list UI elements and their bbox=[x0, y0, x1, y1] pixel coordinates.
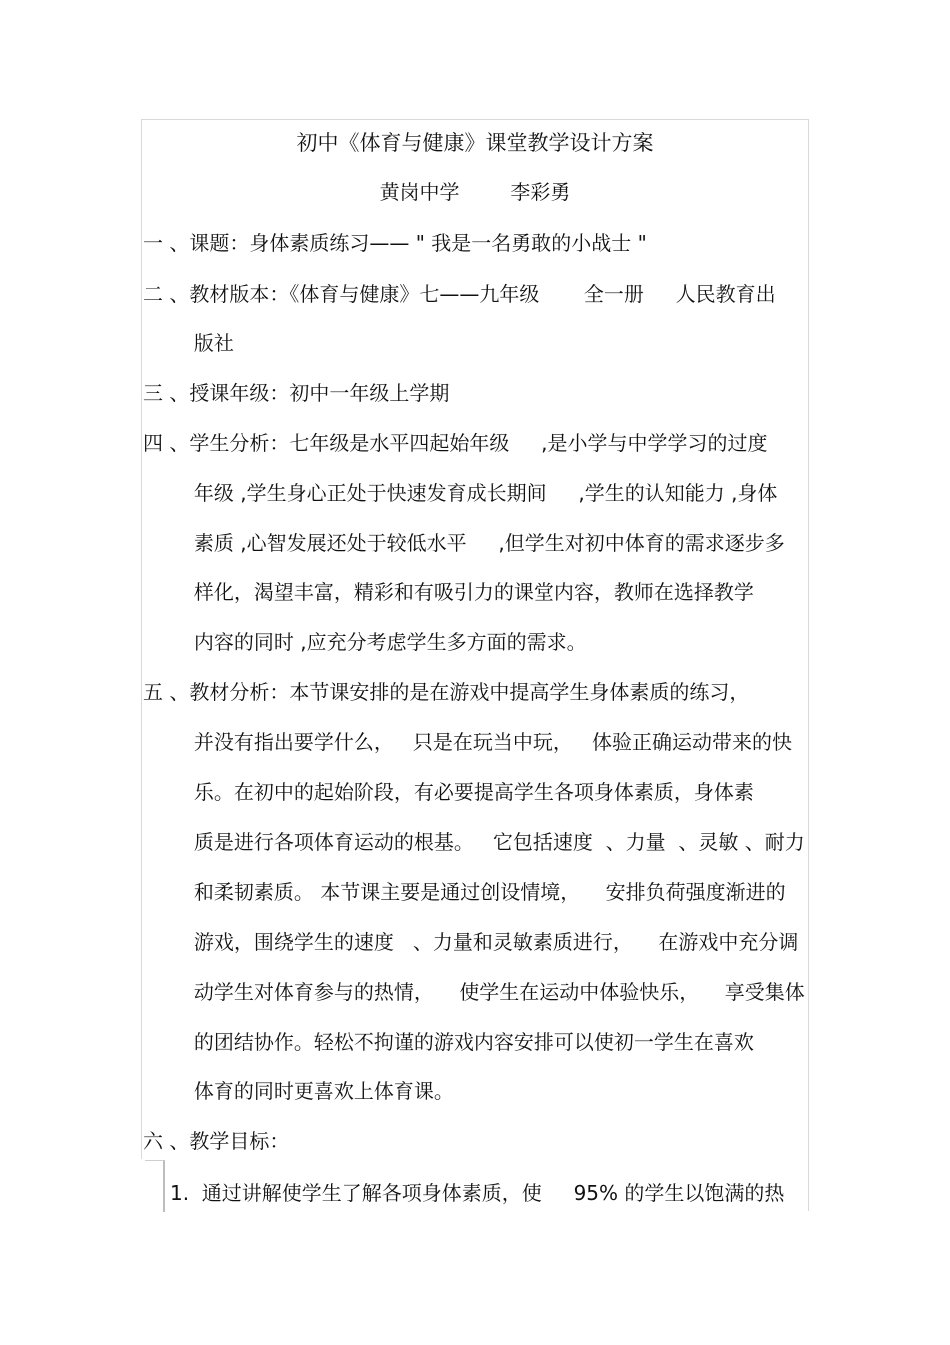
section-topic: 一 、课题：身体素质练习—— " 我是一名勇敢的小战士 " bbox=[143, 231, 647, 255]
student-analysis-line: 年级 ,学生身心正处于快速发育成长期间 ,学生的认知能力 ,身体 bbox=[143, 481, 778, 505]
section-student-analysis: 四 、学生分析：七年级是水平四起始年级 ,是小学与中学学习的过度 bbox=[143, 431, 768, 455]
section-grade: 三 、授课年级：初中一年级上学期 bbox=[143, 381, 450, 405]
material-analysis-line: 的团结协作。轻松不拘谨的游戏内容安排可以使初一学生在喜欢 bbox=[143, 1030, 754, 1054]
table-border-right bbox=[808, 119, 809, 1211]
table-border-top bbox=[141, 119, 809, 120]
material-analysis-line: 质是进行各项体育运动的根基。 它包括速度 、力量 、灵敏 、耐力 bbox=[143, 830, 805, 854]
material-analysis-line: 并没有指出要学什么， 只是在玩当中玩， 体验正确运动带来的快 bbox=[143, 730, 793, 754]
section-objectives: 六 、教学目标： bbox=[143, 1129, 290, 1153]
student-analysis-line: 样化，渴望丰富，精彩和有吸引力的课堂内容，教师在选择教学 bbox=[143, 580, 754, 604]
table-border-left bbox=[141, 119, 142, 1159]
section-material-analysis: 五 、教材分析：本节课安排的是在游戏中提高学生身体素质的练习， bbox=[143, 680, 750, 704]
material-analysis-line: 动学生对体育参与的热情， 使学生在运动中体验快乐， 享受集体 bbox=[143, 980, 805, 1004]
material-analysis-line: 体育的同时更喜欢上体育课。 bbox=[143, 1079, 454, 1103]
nested-table-corner bbox=[145, 1160, 165, 1212]
student-analysis-line: 内容的同时 ,应充分考虑学生多方面的需求。 bbox=[143, 630, 587, 654]
author-line: 黄岗中学 李彩勇 bbox=[379, 180, 571, 204]
document-title: 初中《体育与健康》课堂教学设计方案 bbox=[296, 131, 654, 155]
material-analysis-line: 乐。在初中的起始阶段，有必要提高学生各项身体素质，身体素 bbox=[143, 780, 754, 804]
material-analysis-line: 游戏，围绕学生的速度 、力量和灵敏素质进行， 在游戏中充分调 bbox=[143, 930, 799, 954]
material-analysis-line: 和柔韧素质。 本节课主要是通过创设情境， 安排负荷强度渐进的 bbox=[143, 880, 786, 904]
section-textbook-cont: 版社 bbox=[143, 331, 234, 355]
section-textbook: 二 、教材版本：《体育与健康》七——九年级 全一册 人民教育出 bbox=[143, 282, 776, 306]
objective-item: 1. 通过讲解使学生了解各项身体素质，使 95% 的学生以饱满的热 bbox=[170, 1181, 785, 1205]
student-analysis-line: 素质 ,心智发展还处于较低水平 ,但学生对初中体育的需求逐步多 bbox=[143, 531, 785, 555]
